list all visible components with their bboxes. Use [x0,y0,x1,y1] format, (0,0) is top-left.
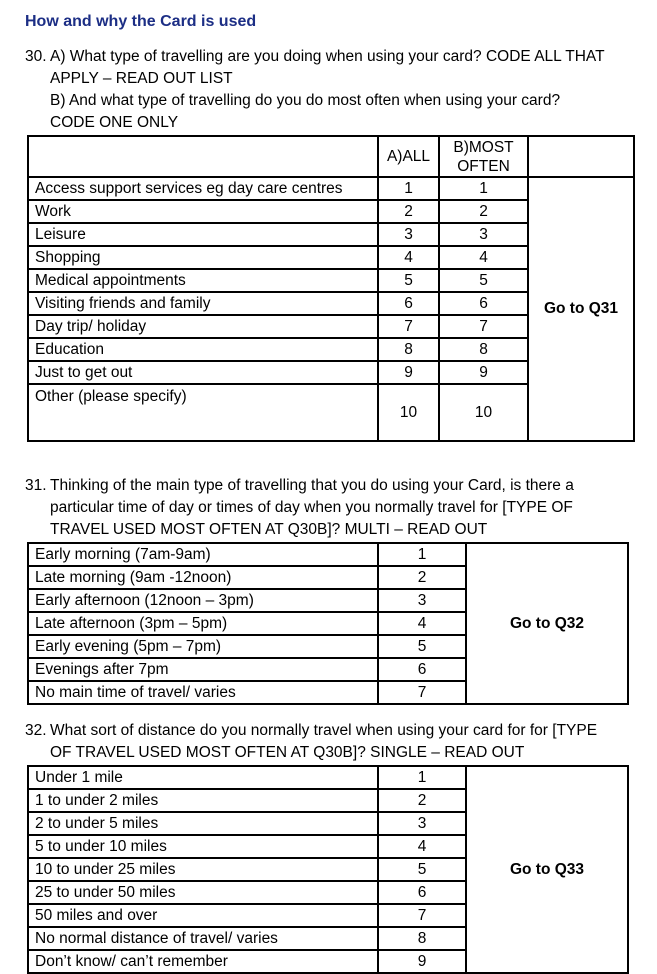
table-header-row [28,136,634,177]
option-label-cell: Early evening (5pm – 7pm) [28,635,378,658]
code-cell-most: 7 [439,315,528,338]
code-cell-all: 1 [378,177,439,200]
question-31-text [50,475,642,541]
goto-cell: Go to Q31 [528,177,634,441]
code-cell-all: 8 [378,338,439,361]
column-header-all: A)ALL [378,136,439,177]
question-line: What sort of distance do you normally travel when using your card for for [TYPE [50,722,598,739]
code-cell: 6 [378,881,466,904]
code-cell: 6 [378,658,466,681]
code-cell-most: 6 [439,292,528,315]
code-cell: 3 [378,812,466,835]
code-cell-all: 10 [378,384,439,441]
option-label-cell: Just to get out [28,361,378,384]
option-label-cell: Under 1 mile [28,766,378,789]
code-cell-all: 5 [378,269,439,292]
option-label-cell: Work [28,200,378,223]
option-label-cell: 50 miles and over [28,904,378,927]
option-label-cell: 25 to under 50 miles [28,881,378,904]
table-row [28,177,634,200]
option-label-cell: No main time of travel/ varies [28,681,378,704]
question-line: CODE ONE ONLY [50,114,179,131]
option-label-cell: Late afternoon (3pm – 5pm) [28,612,378,635]
code-cell: 5 [378,635,466,658]
goto-cell: Go to Q33 [466,766,628,973]
option-label-cell: Leisure [28,223,378,246]
option-label-cell: Don’t know/ can’t remember [28,950,378,973]
page-title: How and why the Card is used [25,13,257,30]
code-cell: 7 [378,904,466,927]
empty-header-cell [528,136,634,177]
option-label-cell: 1 to under 2 miles [28,789,378,812]
option-label-cell: Early afternoon (12noon – 3pm) [28,589,378,612]
goto-cell: Go to Q32 [466,543,628,704]
question-30 [25,46,642,134]
code-cell-all: 9 [378,361,439,384]
column-header-most-often: B)MOST OFTEN [439,136,528,177]
question-line: TRAVEL USED MOST OFTEN AT Q30B]? MULTI – READ OUT [50,521,488,538]
question-line: OF TRAVEL USED MOST OFTEN AT Q30B]? SINGLE – READ OUT [50,744,525,761]
option-label-cell: 5 to under 10 miles [28,835,378,858]
code-cell: 1 [378,766,466,789]
q31-response-table [27,542,629,705]
question-32-number: 32. [25,722,47,739]
question-line: Thinking of the main type of travelling that you do using your Card, is there a [50,477,574,494]
question-line: APPLY – READ OUT LIST [50,70,233,87]
option-label-cell: Medical appointments [28,269,378,292]
question-31 [25,475,642,541]
code-cell-most: 5 [439,269,528,292]
code-cell: 7 [378,681,466,704]
option-label-cell: Evenings after 7pm [28,658,378,681]
question-32-text [50,720,642,764]
code-cell-all: 3 [378,223,439,246]
option-label-cell: Day trip/ holiday [28,315,378,338]
code-cell: 9 [378,950,466,973]
option-label-cell: Shopping [28,246,378,269]
code-cell: 1 [378,543,466,566]
option-label-cell: 10 to under 25 miles [28,858,378,881]
code-cell-all: 4 [378,246,439,269]
option-label-cell: Early morning (7am-9am) [28,543,378,566]
option-label-cell: Other (please specify) [28,384,378,441]
code-cell-most: 8 [439,338,528,361]
q32-response-table [27,765,629,974]
code-cell: 4 [378,835,466,858]
code-cell-all: 2 [378,200,439,223]
question-line: B) And what type of travelling do you do most often when using your card? [50,92,561,109]
code-cell: 2 [378,789,466,812]
question-31-number: 31. [25,477,47,494]
option-label-cell: Late morning (9am -12noon) [28,566,378,589]
code-cell-most: 3 [439,223,528,246]
option-label-cell: Visiting friends and family [28,292,378,315]
code-cell-most: 9 [439,361,528,384]
code-cell: 3 [378,589,466,612]
code-cell-most: 4 [439,246,528,269]
option-label-cell: 2 to under 5 miles [28,812,378,835]
option-label-cell: Education [28,338,378,361]
option-label-cell: No normal distance of travel/ varies [28,927,378,950]
table-row [28,543,628,566]
code-cell-most: 2 [439,200,528,223]
empty-header-cell [28,136,378,177]
question-line: A) What type of travelling are you doing when using your card? CODE ALL THAT [50,48,605,65]
question-line: particular time of day or times of day when you normally travel for [TYPE OF [50,499,573,516]
code-cell-all: 7 [378,315,439,338]
code-cell: 2 [378,566,466,589]
question-30-number: 30. [25,48,47,65]
code-cell-most: 1 [439,177,528,200]
code-cell: 5 [378,858,466,881]
code-cell-all: 6 [378,292,439,315]
code-cell-most: 10 [439,384,528,441]
q30-response-table [27,135,635,442]
code-cell: 8 [378,927,466,950]
question-32 [25,720,642,764]
question-30-text [50,46,642,134]
table-row [28,766,628,789]
option-label-cell: Access support services eg day care centres [28,177,378,200]
code-cell: 4 [378,612,466,635]
